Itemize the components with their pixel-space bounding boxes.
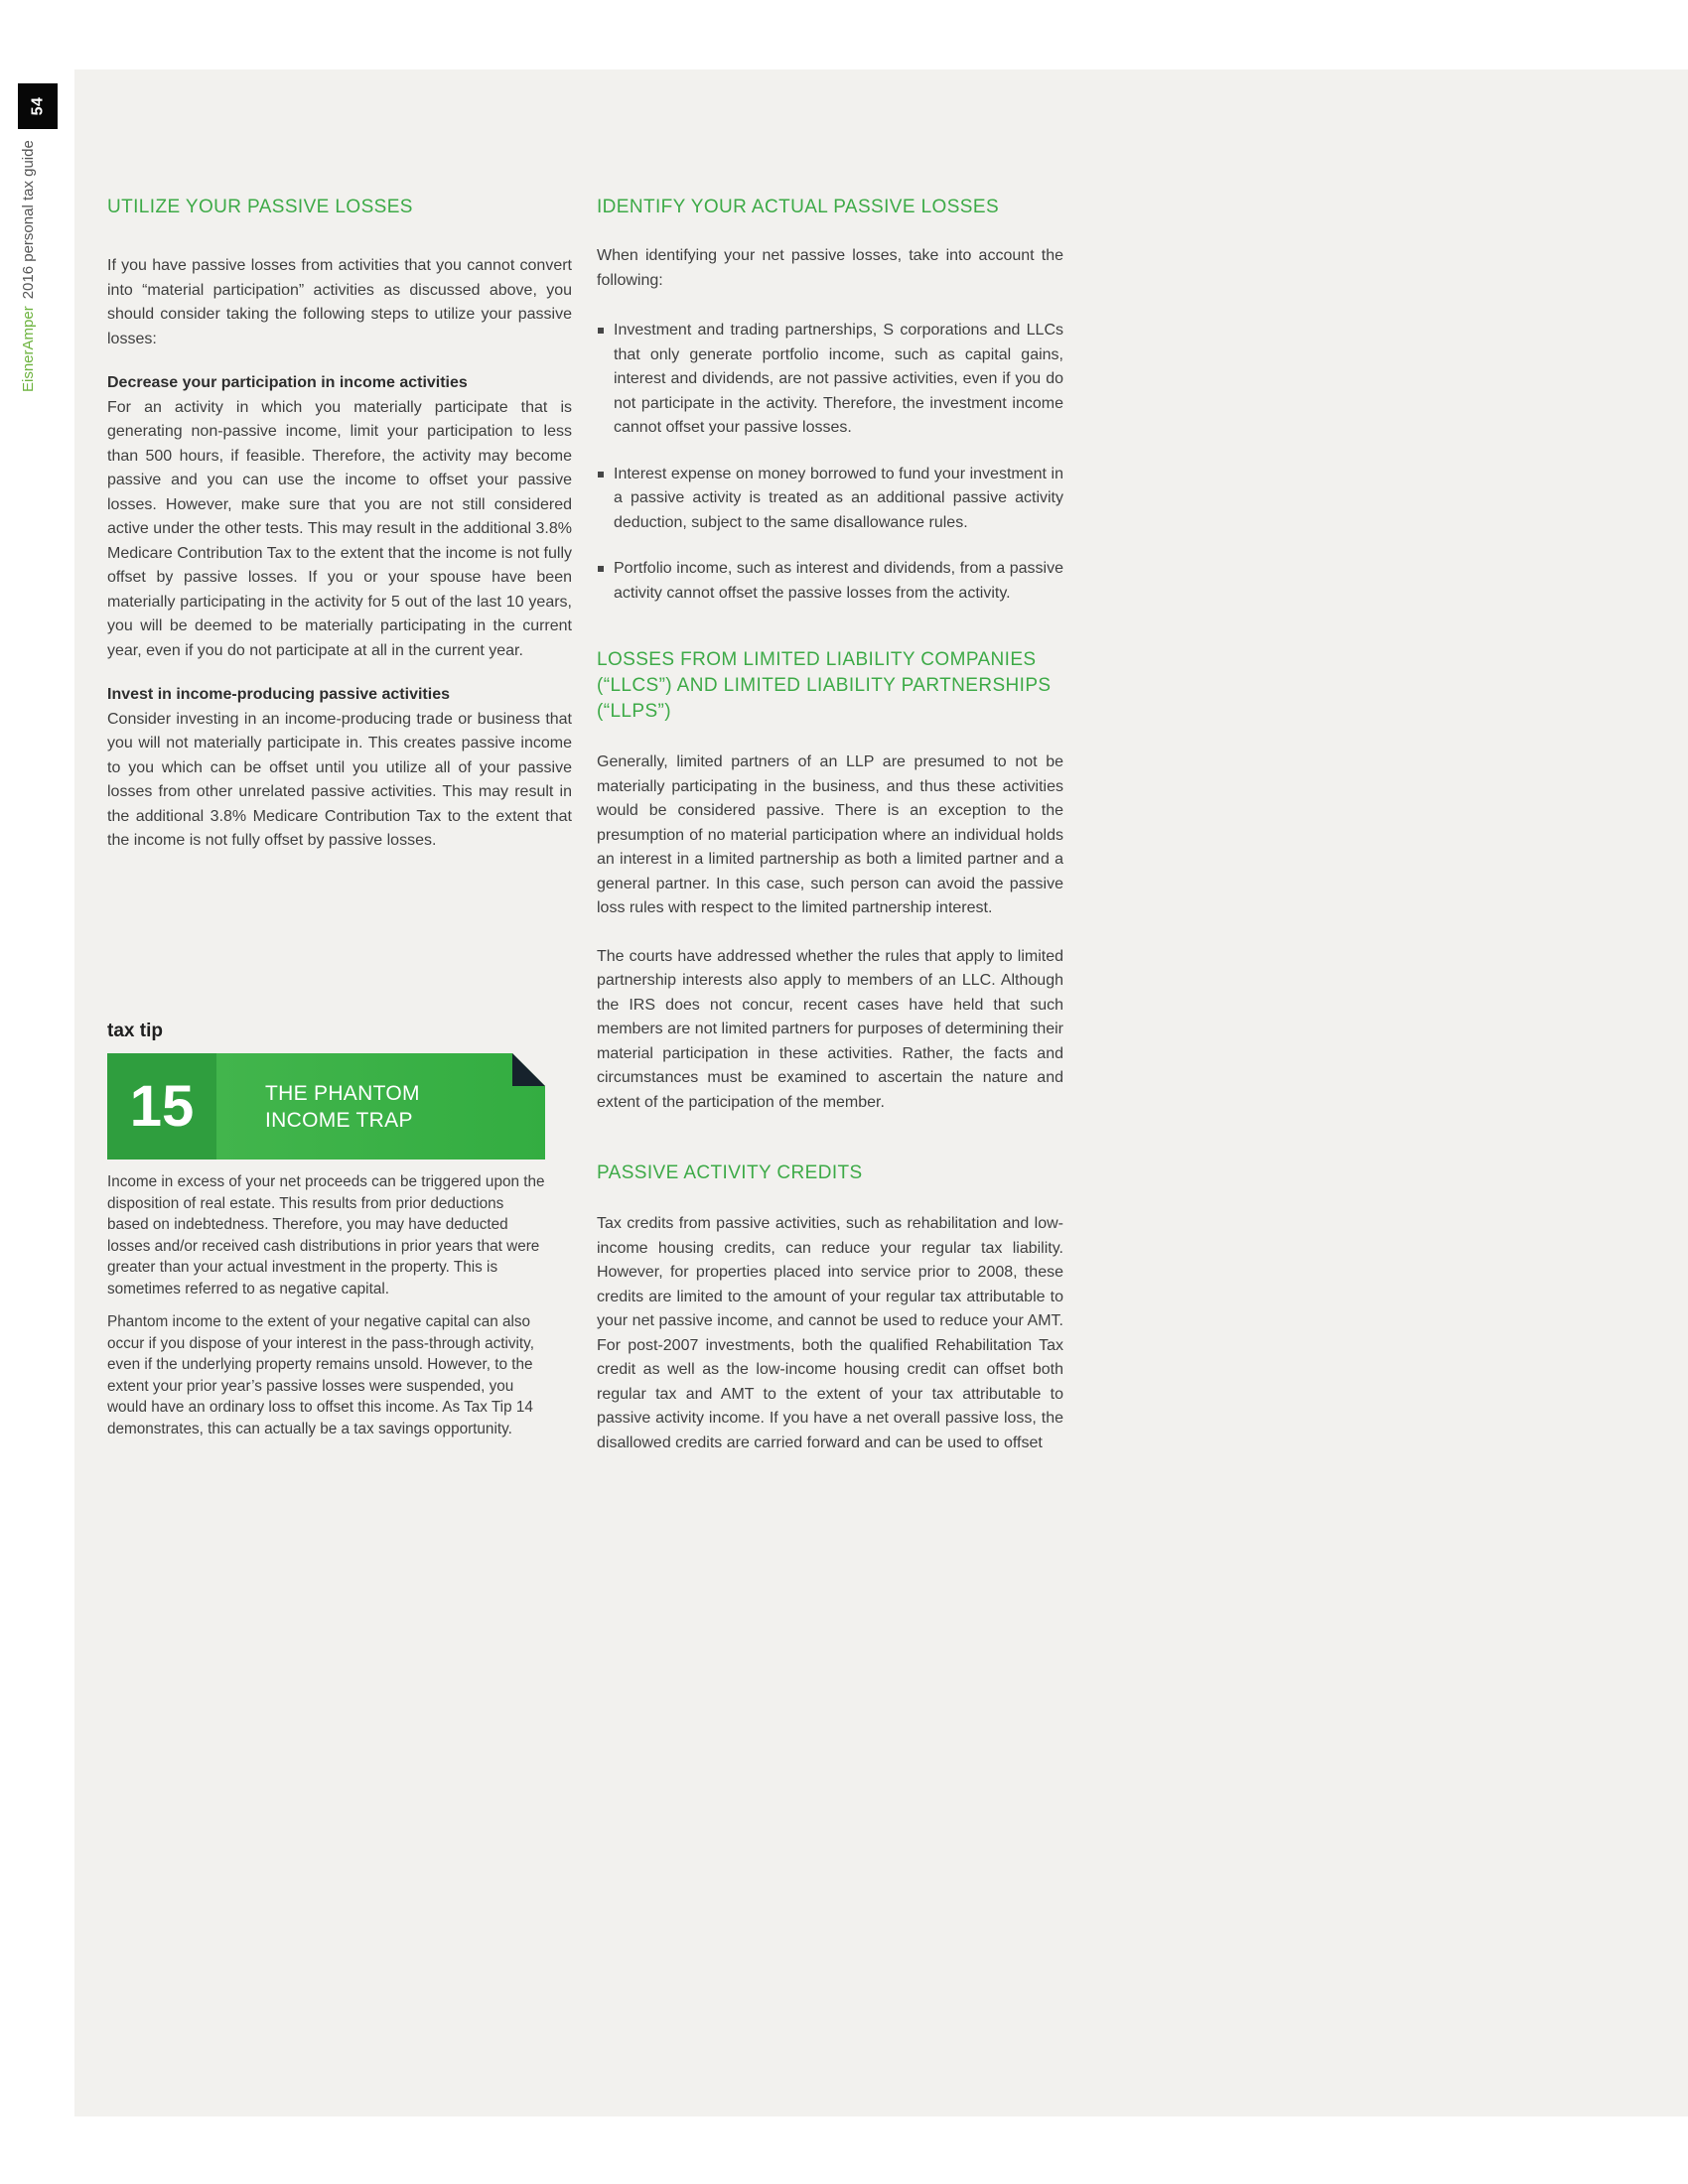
bullet-text: Investment and trading partnerships, S corporations and LLCs that only generate portfolio income, such as capital gains, interest and dividends, are not passive activities, even if you do not participate in the activity. Therefore, the investment income cannot offset your passive losses. <box>614 322 1063 436</box>
page-number: 54 <box>28 96 46 116</box>
bullet-item <box>597 319 1063 441</box>
utilize-intro-paragraph: If you have passive losses from activities that you cannot convert into “material participation” activities as discussed above, you should consider taking the following steps to utilize your passive losses: <box>107 257 572 347</box>
spine-text <box>20 140 42 392</box>
tax-tip-callout <box>107 1021 545 1439</box>
page-number-badge <box>18 83 58 129</box>
spine-guide-title: 2016 personal tax guide <box>20 140 37 300</box>
spine-brand: EisnerAmper <box>20 306 37 392</box>
section-heading-utilize-passive-losses: UTILIZE YOUR PASSIVE LOSSES <box>107 197 413 217</box>
right-column <box>597 195 1063 1455</box>
identify-intro-paragraph: When identifying your net passive losses, take into account the following: <box>597 247 1063 289</box>
tax-tip-number: 15 <box>107 1053 216 1160</box>
tax-tip-paragraph-2: Phantom income to the extent of your negative capital can also occur if you dispose of your interest in the pass-through activity, even if the underlying property remains unsold. However, to the extent your prior year’s passive losses were suspended, you would have an ordinary loss to offset this income. As Tax Tip 14 demonstrates, this can actually be a tax savings opportunity. <box>107 1313 534 1437</box>
bullet-square-icon <box>598 566 604 572</box>
bullet-text: Interest expense on money borrowed to fund your investment in a passive activity is treated as an additional passive activity deduction, subject to the same disallowance rules. <box>614 465 1063 531</box>
section-heading-llc-llp-losses: LOSSES FROM LIMITED LIABILITY COMPANIES (“LLCS”) AND LIMITED LIABILITY PARTNERSHIPS (“LLPS”) <box>597 649 1052 722</box>
bullet-square-icon <box>598 472 604 478</box>
subhead-decrease-participation: Decrease your participation in income activities <box>107 374 468 391</box>
invest-passive-activities-paragraph: Consider investing in an income-producing trade or business that you will not materially participate in. This creates passive income to you which can be offset until you utilize all of your passive losses from other unrelated passive activities. This may result in the additional 3.8% Medicare Contribution Tax to the extent that the income is not fully offset by passive losses. <box>107 710 572 849</box>
section-heading-identify-passive-losses: IDENTIFY YOUR ACTUAL PASSIVE LOSSES <box>597 197 1000 217</box>
left-column <box>107 195 572 854</box>
credits-paragraph: Tax credits from passive activities, such as rehabilitation and low-income housing credits, can reduce your regular tax liability. However, for properties placed into service prior to 2008, these credits are limited to the amount of your regular tax attributable to your net passive income, and cannot be used to reduce your AMT. For post-2007 investments, both the qualified Rehabilitation Tax credit as well as the low-income housing credit can offset both regular tax and AMT to the extent of your tax attributable to passive activity income. If you have a net overall passive loss, the disallowed credits are carried forward and can be used to offset <box>597 1215 1063 1451</box>
tax-tip-paragraph-1: Income in excess of your net proceeds can be triggered upon the disposition of real estate. This results from prior deductions based on indebtedness. Therefore, you may have deducted losses and/or received cash distributions in prior years that were greater than your actual investment in the property. This is sometimes referred to as negative capital. <box>107 1173 545 1297</box>
section-heading-passive-activity-credits: PASSIVE ACTIVITY CREDITS <box>597 1162 863 1183</box>
bullet-text: Portfolio income, such as interest and dividends, from a passive activity cannot offset the passive losses from the activity. <box>614 560 1063 602</box>
llc-paragraph-2: The courts have addressed whether the rules that apply to limited partnership interests also apply to members of an LLC. Although the IRS does not concur, recent cases have held that such members are not limited partners for purposes of determining their material participation in these activities. Rather, the facts and circumstances must be examined to ascertain the nature and extent of the participation of the member. <box>597 947 1063 1111</box>
tax-tip-title-area <box>216 1053 545 1160</box>
bullet-square-icon <box>598 328 604 334</box>
tax-tip-title: THE PHANTOM INCOME TRAP <box>265 1081 420 1132</box>
decrease-participation-paragraph: For an activity in which you materially participate that is generating non-passive income, limit your participation to less than 500 hours, if feasible. Therefore, the activity may become passive and you can use the income to offset your passive losses. However, make sure that you are not still considered active under the other tests. This may result in the additional 3.8% Medicare Contribution Tax to the extent that the income is not fully offset by passive losses. If you or your spouse have been materially participating in the activity for 5 out of the last 10 years, you will be deemed to be materially participating in the current year, even if you do not participate at all in the current year. <box>107 398 572 659</box>
subhead-invest-passive-activities: Invest in income-producing passive activities <box>107 686 450 703</box>
tax-tip-box <box>107 1053 545 1160</box>
bullet-item <box>597 463 1063 536</box>
llc-paragraph-1: Generally, limited partners of an LLP are presumed to not be materially participating in the business, and thus these activities would be considered passive. There is an exception to the presumption of no material participation where an individual holds an interest in a limited partnership as both a limited partner and a general partner. In this case, such person can avoid the passive loss rules with respect to the limited partnership interest. <box>597 753 1063 916</box>
folded-corner-icon <box>512 1053 545 1086</box>
bullet-item <box>597 557 1063 606</box>
tax-tip-label: tax tip <box>107 1021 163 1041</box>
